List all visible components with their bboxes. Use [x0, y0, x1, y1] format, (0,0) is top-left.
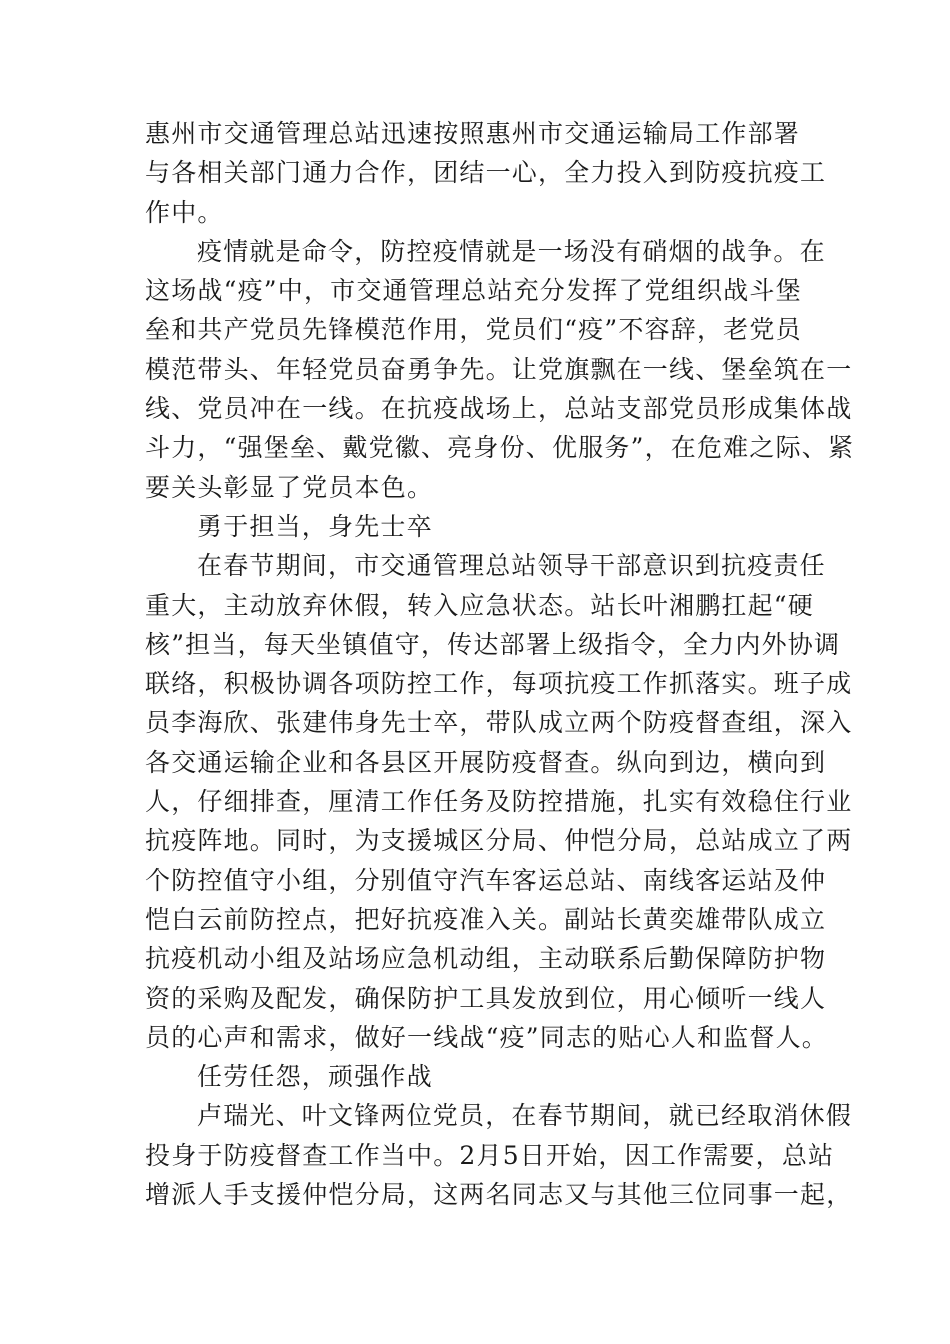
text-line: 核”担当，每天坐镇值守，传达部署上级指令，全力内外协调	[145, 629, 841, 659]
text-line: 在春节期间，市交通管理总站领导干部意识到抗疫责任	[197, 551, 826, 581]
text-line: 员李海欣、张建伟身先士卒，带队成立两个防疫督查组，深入	[145, 708, 853, 738]
text-line: 与各相关部门通力合作，团结一心，全力投入到防疫抗疫工	[145, 158, 827, 188]
text-line: 任劳任怨，顽强作战	[197, 1062, 433, 1092]
text-line: 员的心声和需求，做好一线战“疫”同志的贴心人和监督人。	[145, 1022, 828, 1052]
text-line: 投身于防疫督查工作当中。2月5日开始，因工作需要，总站	[145, 1140, 835, 1170]
text-line: 疫情就是命令，防控疫情就是一场没有硝烟的战争。在	[197, 236, 826, 266]
text-line: 垒和共产党员先锋模范作用，党员们“疫”不容辞，老党员	[145, 315, 802, 345]
text-line: 个防控值守小组，分别值守汽车客运总站、南线客运站及仲	[145, 865, 827, 895]
text-line: 线、党员冲在一线。在抗疫战场上，总站支部党员形成集体战	[145, 394, 853, 424]
text-line: 斗力，“强堡垒、戴党徽、亮身份、优服务”，在危难之际、紧	[145, 433, 855, 463]
text-line: 资的采购及配发，确保防护工具发放到位，用心倾听一线人	[145, 983, 827, 1013]
text-line: 增派人手支援仲恺分局，这两名同志又与其他三位同事一起，	[145, 1180, 853, 1210]
text-line: 联络，积极协调各项防控工作，每项抗疫工作抓落实。班子成	[145, 669, 853, 699]
text-line: 模范带头、年轻党员奋勇争先。让党旗飘在一线、堡垒筑在一	[145, 354, 853, 384]
text-line: 这场战“疫”中，市交通管理总站充分发挥了党组织战斗堡	[145, 276, 802, 306]
text-line: 作中。	[145, 197, 224, 227]
text-line: 重大，主动放弃休假，转入应急状态。站长叶湘鹏扛起“硬	[145, 590, 814, 620]
text-line: 惠州市交通管理总站迅速按照惠州市交通运输局工作部署	[145, 119, 801, 148]
text-line: 勇于担当，身先士卒	[197, 511, 433, 541]
text-line: 抗疫机动小组及站场应急机动组，主动联系后勤保障防护物	[145, 944, 827, 974]
text-line: 恺白云前防控点，把好抗疫准入关。副站长黄奕雄带队成立	[145, 904, 827, 934]
text-line: 卢瑞光、叶文锋两位党员，在春节期间，就已经取消休假	[197, 1101, 853, 1131]
text-line: 要关头彰显了党员本色。	[145, 472, 434, 502]
text-line: 抗疫阵地。同时，为支援城区分局、仲恺分局，总站成立了两	[145, 826, 853, 856]
text-line: 人，仔细排查，厘清工作任务及防控措施，扎实有效稳住行业	[145, 787, 853, 817]
text-line: 各交通运输企业和各县区开展防疫督查。纵向到边，横向到	[145, 747, 827, 777]
document-body	[145, 114, 855, 1214]
